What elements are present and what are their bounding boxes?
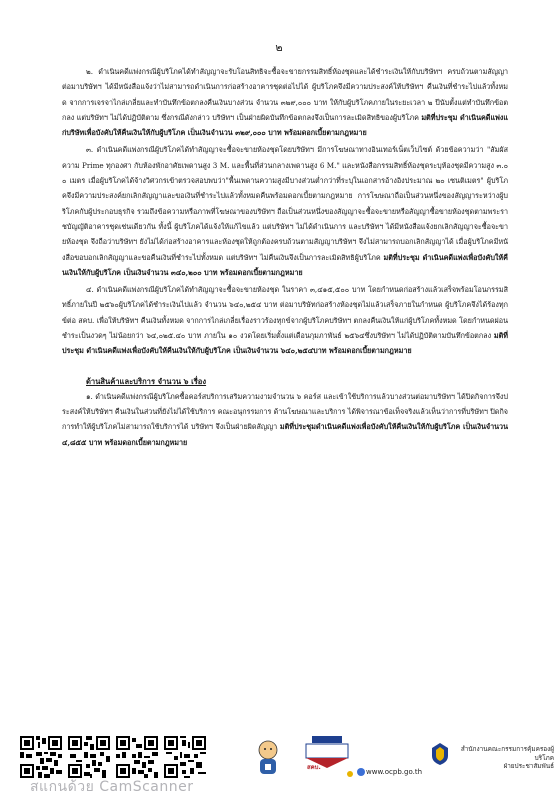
footer-bar <box>0 726 558 795</box>
section-heading: ด้านสินค้าและบริการ จำนวน ๖ เรื่อง <box>86 376 207 386</box>
resolution-text: มติที่ประชุมดำเนินคดีแพ่งเพื่อบังคับให้คืนเงินให้กับผู้บริโภค เป็นเงินจำนวน ๔,๘๕๕ บาท พร้อมดอกเบี้ยตามกฎหมาย <box>62 422 508 447</box>
agency-name <box>450 745 554 771</box>
resolution-text: มติที่ประชุม ดำเนินคดีแพ่งเพื่อบังคับให้คืนเงินให้กับผู้บริโภค เป็นเงินจำนวน ๖๔๐,๒๕๔บาท พร้อมดอกเบี้ยตามกฎหมาย <box>62 331 508 356</box>
mascot-icon <box>250 738 286 778</box>
qr-code-icon[interactable] <box>164 736 206 778</box>
globe-icon <box>357 768 365 776</box>
resolution-text: มติที่ประชุม ดำเนินคดีแพ่งเพื่อบังคับให้คืนเงินให้กับผู้บริโภค เป็นเงินจำนวน ๓๔๐,๒๐๐ บาท พร้อมดอกเบี้ยตามกฎหมาย <box>62 252 508 277</box>
document-body <box>62 64 508 450</box>
qr-code-icon[interactable] <box>116 736 158 778</box>
page-number: ๒ <box>275 41 283 54</box>
qr-code-icon[interactable] <box>20 736 62 778</box>
paragraph-text: ๓. ดำเนินคดีแพ่งกรณีผู้บริโภคได้ทำสัญญาจะซื้อจะขายห้องชุดโดยบริษัทฯ มีการโฆษณาทางอินเทอร์เน็ตเว็บไซต์ ด้วยข้อความว่า "สัมผัสความ Prime ทุกองศา กับห้องพักอาศัยเพดานสูง 3 M. และพื้นที่ส่วนกลางเพดานสูง 6 M." และหนังสือกรรมสิทธิ์ห้องชุดระบุห้องชุดมีความสูง ๓.๐๐ เมตร เมื่อผู้บริโภคได้จ้างวิศวกรเข้าตรวจสอบพบว่า"พื้นเพดานความสูงมีบางส่วนต่ำกว่าที่ระบุในเอกสารอ้างอิงประมาณ ๒๐ เซนติเมตร" ผู้บริโภคจึงมีความประสงค์ยกเลิกสัญญาและขอเงินที่ชำระไปแล้วทั้งหมดคืนพร้อมดอกเบี้ยตามกฎหมาย การโฆษณาถือเป็นส่วนหนึ่งของสัญญาระหว่างผู้บริโภคกับผู้ประกอบธุรกิจ รวมถึงข้อความหรือภาพที่โฆษณาของบริษัทฯ ถือเป็นส่วนหนึ่งของสัญญาจะซื้อจะขายหรือสัญญาซื้อขายห้องชุดตามพระราชบัญญัติอาคารชุดเช่นเดียวกัน ทั้งนี้ ผู้บริโภคได้แจ้งให้แก้ไขแล้ว แต่บริษัทฯ ไม่ได้ดำเนินการ และบริษัทฯ ได้มีหนังสือแจ้งยกเลิกสัญญาจะซื้อจะขายห้องชุด จึงถือว่าบริษัทฯ ยังไม่ได้ก่อสร้างอาคารและห้องชุดให้ถูกต้องครบถ้วนตามสัญญาบริษัทฯ จึงไม่สามารถบอกเลิกสัญญาได้ เมื่อผู้บริโภคมีหนังสือขอบอกเลิกสัญญาและขอคืนเงินที่ชำระไปทั้งหมด แต่บริษัทฯ ไม่คืนเงินจึงเป็นการละเมิดสิทธิผู้บริโภค <box>62 145 508 262</box>
paragraph-2 <box>62 64 508 140</box>
agency-emblem-icon <box>430 742 450 766</box>
ocpb-brand-text: สคบ. <box>307 764 321 771</box>
website-link[interactable]: www.ocpb.go.th <box>366 768 423 776</box>
paragraph-4 <box>62 282 508 358</box>
agency-division: ฝ่ายประชาสัมพันธ์ <box>503 762 554 770</box>
agency-name-line: สำนักงานคณะกรรมการคุ้มครองผู้บริโภค <box>460 745 554 762</box>
paragraph-text: ๒. ดำเนินคดีแพ่งกรณีผู้บริโภคได้ทำสัญญาจะรับโอนสิทธิจะซื้อจะขายกรรมสิทธิ์ห้องชุดและได้ชำระเงินให้กับบริษัทฯ ครบถ้วนตามสัญญา ต่อมาบริษัทฯ ได้มีหนังสือแจ้งว่าไม่สามารถดำเนินการก่อสร้างอาคารชุดต่อไปได้ ผู้บริโภคจึงมีความประสงค์ให้บริษัทฯ คืนเงินที่ชำระไปแล้วทั้งหมด จากการเจรจาไกล่เกลี่ยและทำบันทึกข้อตกลงคืนเงินบางส่วน จำนวน ๓๒๙,๐๐๐ บาท ให้กับผู้บริโภคภายในระยะเวลา ๒ ปีนับตั้งแต่ทำบันทึกข้อตกลง แต่บริษัทฯ ไม่ได้ปฏิบัติตาม ซึ่งกรณีดังกล่าว บริษัทฯ เป็นฝ่ายผิดบันทึกข้อตกลงจึงเป็นการละเมิดสิทธิของผู้บริโภค <box>62 67 508 122</box>
section-paragraph-1 <box>62 389 508 450</box>
paragraph-text: ๔. ดำเนินคดีแพ่งกรณีผู้บริโภคได้ทำสัญญาจะซื้อจะขายห้องชุด ในราคา ๓,๔๑๕,๕๐๐ บาท โดยกำหนดก่อสร้างแล้วเสร็จพร้อมโอนกรรมสิทธิ์ภายในปี ๒๕๖๐ผู้บริโภคได้ชำระเงินไปแล้ว จำนวน ๖๔๐,๒๕๔ บาท ต่อมาบริษัทก่อสร้างห้องชุดไม่แล้วเสร็จภายในกำหนด ผู้บริโภคจึงได้ร้องทุกข์ต่อ สคบ. เพื่อให้บริษัทฯ คืนเงินทั้งหมด จากการไกล่เกลี่ยเรื่องราวร้องทุกข์จากผู้บริโภคบริษัทฯ ตกลงคืนเงินให้แก่ผู้บริโภคทั้งหมด โดยกำหนดผ่อนชำระเป็นงวดๆ ไม่น้อยกว่า ๖๔,๐๒๕.๔๐ บาท ภายใน ๑๐ งวดโดยเริ่มตั้งแต่เดือนกุมภาพันธ์ ๒๕๖๔ซึ่งบริษัทฯ ไม่ได้ปฏิบัติตามบันทึกข้อตกลง <box>62 285 508 341</box>
paragraph-text: ๑. ดำเนินคดีแพ่งกรณีผู้บริโภคซื้อคอร์สบริการเสริมความงามจำนวน ๖ คอร์ส และเข้าใช้บริการแล้วบางส่วนต่อมาบริษัทฯ ได้ปิดกิจการจึงประสงค์ให้บริษัทฯ คืนเงินในส่วนที่ยังไม่ได้ใช้บริการ คณะอนุกรรมการ ด้านโฆษณาและบริการ ได้พิจารณาข้อเท็จจริงแล้วเห็นว่าการที่บริษัทฯ ปิดกิจการทำให้ผู้บริโภคไม่สามารถใช้บริการได้ บริษัทฯ จึงเป็นฝ่ายผิดสัญญา <box>62 391 509 432</box>
camscanner-watermark: สแกนด้วย CamScanner <box>30 779 194 795</box>
paragraph-3 <box>62 142 508 280</box>
qr-code-icon[interactable] <box>68 736 110 778</box>
resolution-text: มติที่ประชุม ดำเนินคดีแพ่งแก่บริษัทเพื่อบังคับให้คืนเงินให้กับผู้บริโภค เป็นเงินจำนวน ๓๒๙,๐๐๐ บาท พร้อมดอกเบี้ยตามกฎหมาย <box>62 112 508 138</box>
